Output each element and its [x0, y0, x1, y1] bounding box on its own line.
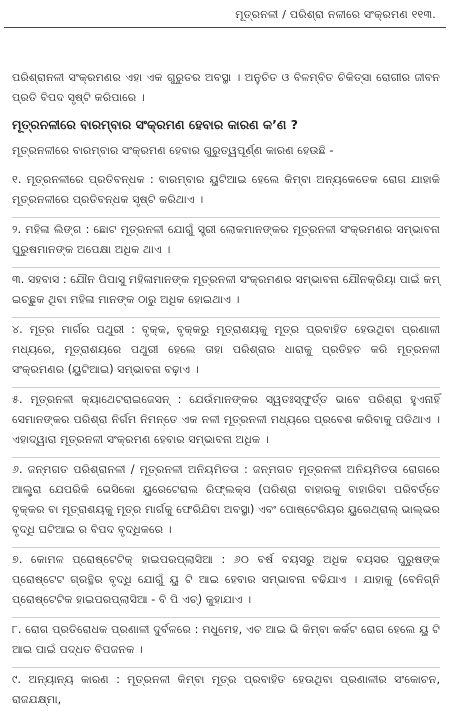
- list-item-9: ୯. ଅନ୍ୟାନ୍ୟ କାରଣ : ମୂତ୍ରନଳୀ କିମ୍ବା ମୂତ୍ର ପ୍ରବାହିତ ହେଉଥିବା ପ୍ରଣାଳୀର ସଂକୋଚନ, ରାଜଯକ୍ଷ୍ମା,: [12, 667, 440, 710]
- list-item-1: ୧. ମୂତ୍ରନଳୀରେ ପ୍ରତିବନ୍ଧକ : ବାରମ୍ବାର ୟୁଟିଆଇ ହେଲେ କିମ୍ବା ଅନ୍ୟକେତେକ ରୋଗ ଯାହାକି ମୂତ୍ରନଳୀରେ ପ୍ରତିବନ୍ଧକ ସୃଷ୍ଟି କରିଥାଏ ।: [12, 173, 440, 206]
- section-lead: ମୂତ୍ରନଳୀରେ ବାରମ୍ବାର ସଂକ୍ରମଣ ହେବାର ଗୁରୁତ୍ୱପୂର୍ଣ୍ଣ କାରଣ ହେଉଛି -: [12, 144, 334, 157]
- header-rule: [4, 27, 446, 28]
- page-body: [12, 68, 440, 717]
- list-item-3: ୩. ସହବାସ : ଯୌନ ପିପାସୁ ମହିଳାମାନଙ୍କ ମୂତ୍ରନଳୀ ସଂକ୍ରମଣର ସମ୍ଭାବନା ଯୌନକ୍ରିୟା ପାଇଁ କମ୍ ଇଚ୍ଛୁକ ଥିବା ମହିଳା ମାନଙ୍କ ଠାରୁ ଅଧିକ ହୋଇଥାଏ ।: [12, 267, 440, 310]
- list-item-6: ୬. ଜନ୍ମଗତ ପରିଶ୍ରାନଳୀ / ମୂତ୍ରନଳୀ ଅନିୟମିତତା : ଜନ୍ମଗତ ମୂତ୍ରନଳୀ ଅନିୟମିତତା ରୋଗରେ ଆଲ୍ଟ୍ରା ଯେପରିକି ଭେସିକୋ ୟୁରେଟେରାଲ ରିଫ୍ଲକ୍ସ (ପରିଶ୍ରା ବାହାରକୁ ବାହାରିବା ପରିବର୍ତ୍ତେ ବୃକ୍କର ବା ମୂତ୍ରାଶୟକୁ ମୂତ୍ର ମାର୍ଗକୁ ଫେରିଯିବା ଅବସ୍ଥା) ଏବଂ ପୋଷ୍ଟେରିୟର ୟୁରେଥ୍ରାଲ୍ ଭାଲ୍ଭର ବୃଦ୍ଧି ଘଟିଆଇ ର ବିପଦ ବୃଦ୍ଧିକରେ ।: [12, 457, 440, 540]
- list-item-7: ୭. କୋମଳ ପ୍ରୋଷ୍ଟେଟିକ୍ ହାଇପରପ୍ଲାସିଆ : ୬୦ ବର୍ଷ ବୟସରୁ ଅଧିକ ବୟସର ପୁରୁଷଙ୍କ ପ୍ରୋଷ୍ଟେଟ ଗ୍ରନ୍ଥିର ବୃଦ୍ଧି ଯୋଗୁଁ ୟୁ ଟି ଆଇ ହେବାର ସମ୍ଭାବନା ବଢିଯାଏ । ଯାହାକୁ (ବେନିଗ୍ନି ପ୍ରୋଷ୍ଟେଟିକ ହାଇପରପ୍ଲାସିଆ - ବି ପି ଏଚ୍) କୁହାଯାଏ ।: [12, 547, 440, 610]
- running-header: ମୂତ୍ରନଳୀ / ପରିଶ୍ରା ନଳୀରେ ସଂକ୍ରମଣ ୧୧୩.: [235, 8, 436, 21]
- list-item-4: ୪. ମୂତ୍ର ମାର୍ଗର ପଥୁରୀ : ବୃକ୍କ, ବୃକ୍କରୁ ମୂତ୍ରାଶୟକୁ ମୂତ୍ର ପ୍ରବାହିତ ହେଉଥିବା ପ୍ରଣାଳୀ ମଧ୍ୟରେ, ମୂତ୍ରାଶୟରେ ପଥୁରୀ ହେଲେ ତାହା ପରିଶ୍ରାର ଧାରାକୁ ପ୍ରତିହତ କରି ମୂତ୍ରନଳୀ ସଂକ୍ରମଣର (ୟୁଟିଆଇ) ସମ୍ଭାବନା ବଢ଼ାଏ ।: [12, 317, 440, 380]
- list-item-8: ୮. ରୋଗ ପ୍ରତିରୋଧକ ପ୍ରଣାଳୀ ଦୁର୍ବଳରେ : ମଧୁମେହ, ଏଚ ଆଇ ଭି କିମ୍ବା କର୍କଟ ରୋଗ ହେଲେ ୟୁ ଟି ଆଇ ପାଇଁ ପଦ୍ଧତ ବିପଜନକ ।: [12, 617, 440, 660]
- list-item-5: ୫. ମୂତ୍ରନଳୀ କ୍ୟାଥେଟରାଇଜେସନ୍ : ଯେଉଁମାନଙ୍କର ସ୍ୱତଃସ୍ଫୁର୍ତ୍ତ ଭାବେ ପରିଶ୍ରା ହୁଏନାହିଁ ସେମାନଙ୍କର ପରିଶ୍ରା ନିର୍ଗମ ନିମନ୍ତେ ଏକ ନଳୀ ମୂତ୍ରନଳୀ ମଧ୍ୟରେ ପ୍ରବେଶ କରିବାକୁ ପଡିଥାଏ । ଏହାଦ୍ୱାରା ମୂତ୍ରନଳୀ ସଂକ୍ରମଣ ହେବାର ସମ୍ଭାବନା ଅଧିକ ।: [12, 387, 440, 450]
- section-heading: ମୂତ୍ରନଳୀରେ ବାରମ୍ବାର ସଂକ୍ରମଣ ହେବାର କାରଣ କ’ଣ ?: [12, 117, 298, 132]
- list-item-2: ୨. ମହିଳା ଲିଙ୍ଗ : ଛୋଟ ମୂତ୍ରନଳୀ ଯୋଗୁଁ ସ୍ତ୍ରୀ ଲୋକମାନଙ୍କର ମୂତ୍ରନଳୀ ସଂକ୍ରମଣର ସମ୍ଭାବନା ପୁରୁଷମାନଙ୍କ ଅପେକ୍ଷା ଅଧିକ ଥାଏ ।: [12, 217, 440, 260]
- intro-paragraph: ପରିଶ୍ରାନଳୀ ସଂକ୍ରମଣର ଏହା ଏକ ଗୁରୁତର ଅବସ୍ଥା । ଅନୁଚିତ ଓ ବିଳମ୍ବିତ ଚିକିତ୍ସା ରୋଗୀର ଜୀବନ ପ୍ରତି ବିପଦ ସୃଷ୍ଟି କରିପାରେ ।: [12, 71, 440, 104]
